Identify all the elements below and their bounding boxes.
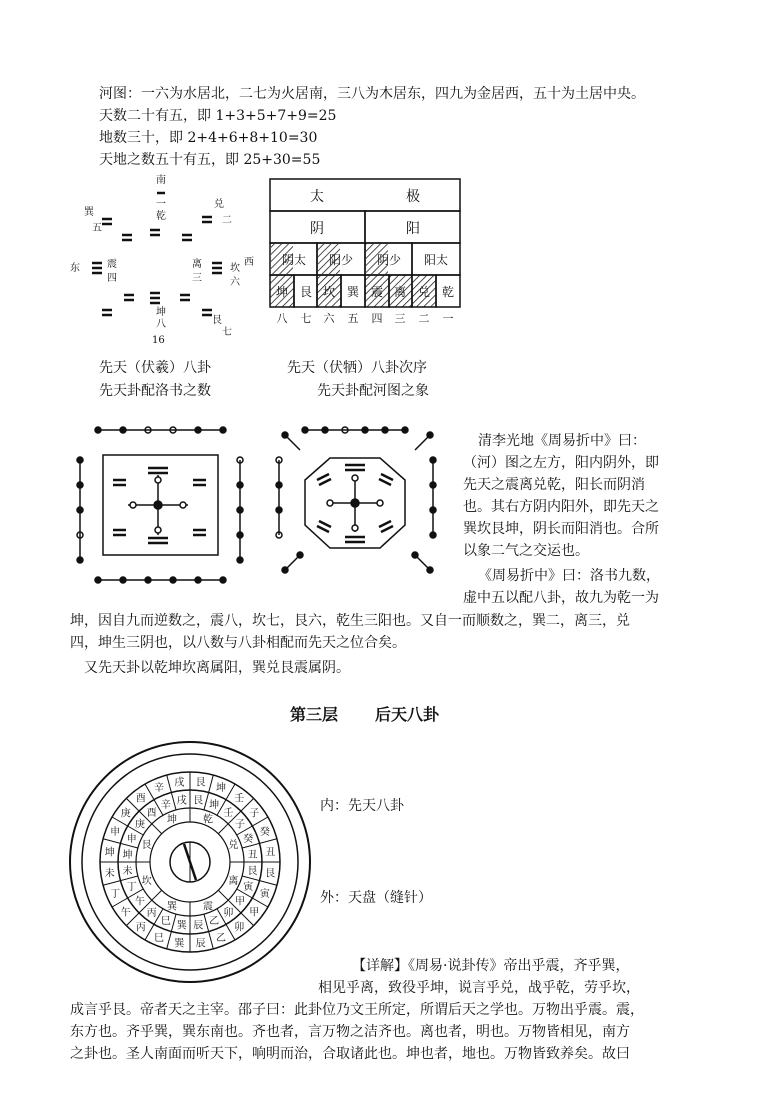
middle-ring-char: 申 — [126, 833, 137, 845]
table-num-6: 六 — [323, 312, 335, 325]
bottom-line-1: 【详解】《周易·说卦传》帝出乎震，齐乎巽， — [352, 958, 630, 974]
label-zhen: 震 — [107, 259, 117, 270]
middle-ring-char: 午 — [135, 896, 146, 908]
inner-ring-char: 巽 — [167, 901, 178, 913]
table-qian: 乾 — [441, 285, 455, 299]
middle-ring-char: 丑 — [247, 849, 258, 861]
outer-ring-char: 子 — [249, 808, 260, 820]
middle-ring-char: 乙 — [209, 916, 220, 928]
outer-ring-divider — [260, 881, 277, 886]
label-1: 一 — [156, 199, 166, 210]
middle-ring-char: 寅 — [243, 882, 254, 894]
commentary-line-5: 巽坎艮坤，阴长而阳消也。合所 — [463, 521, 659, 537]
table-num-2: 二 — [418, 312, 430, 325]
table-dui: 兑 — [417, 285, 431, 299]
intro-line-4: 天地之数五十有五，即 25+30=55 — [99, 152, 321, 168]
hetu-dotted-square — [68, 420, 253, 590]
table-zhen: 震 — [370, 285, 384, 299]
label-2: 二 — [222, 215, 232, 226]
table-yin: 阴 — [310, 221, 324, 237]
label-3: 三 — [192, 273, 202, 284]
table-num-5: 五 — [347, 312, 359, 325]
intro-line-1: 河图：一六为水居北，二七为火居南，三八为木居东，四九为金居西，五十为土居中央。 — [99, 86, 645, 102]
commentary-line-1: 清李光地《周易折中》曰： — [478, 433, 646, 449]
caption-right-2: 先天卦配河图之象 — [317, 383, 429, 399]
middle-ring-char: 巽 — [176, 920, 187, 932]
bottom-line-3: 成言乎艮。帝者天之主宰。邵子曰：此卦位乃文王所定，所谓后天之学也。万物出乎震。震， — [70, 1002, 644, 1018]
middle-ring-char: 坤 — [122, 849, 133, 861]
commentary-full-3: 又先天卦以乾坤坎离属阳，巽兑艮震属阴。 — [84, 660, 350, 676]
label-kan: 坎 — [230, 263, 240, 274]
outer-ring-char: 辛 — [154, 783, 165, 795]
bottom-line-4: 东方也。齐乎巽，巽东南也。齐也者，言万物之洁齐也。离也者，明也。万物皆相见，南方 — [70, 1024, 630, 1040]
middle-ring-char: 丁 — [126, 882, 137, 894]
taiji-table-svg — [269, 178, 461, 328]
label-6: 六 — [230, 277, 240, 288]
circle-labels — [70, 173, 254, 346]
bottom-line-5: 之卦也。圣人南面而听天下，响明而治，合取诸此也。坤也者，地也。万物皆致养矣。故曰 — [70, 1046, 630, 1062]
outer-ring-char: 艮 — [195, 777, 206, 789]
middle-ring-char: 戌 — [176, 795, 187, 807]
label-gen: 艮 — [212, 315, 222, 326]
luoshu-dotted-octagon — [265, 420, 450, 590]
outer-ring-char: 甲 — [249, 907, 260, 919]
section-title: 后天八卦 — [375, 705, 440, 724]
outer-ring-char: 卯 — [234, 922, 245, 934]
label-xun: 巽 — [84, 207, 94, 218]
caption-left-2: 先天卦配洛书之数 — [99, 383, 211, 399]
outer-ring-divider — [103, 881, 120, 886]
label-dui: 兑 — [214, 199, 224, 210]
intro-line-2: 天数二十有五，即 1+3+5+7+9=25 — [99, 108, 337, 124]
inner-ring-char: 震 — [202, 901, 213, 913]
middle-ring-char: 辰 — [193, 920, 204, 932]
commentary-full-1: 坤，因自九而逆数之，震八，坎七，艮六，乾生三阳也。又自一而顺数之，巽二，离三，兑 — [70, 613, 630, 629]
label-8: 八 — [156, 319, 166, 330]
label-5: 五 — [92, 223, 102, 234]
outer-ring-char: 丑 — [265, 847, 276, 859]
outer-ring-char: 申 — [110, 827, 121, 839]
table-num-1: 一 — [442, 312, 454, 325]
table-shaoyin: 阴少 — [376, 253, 402, 267]
intro-line-3: 地数三十，即 2+4+6+8+10=30 — [99, 130, 318, 146]
commentary-line-3: 先天之震离兑乾，阳长而阴消 — [463, 477, 645, 493]
label-west: 西 — [244, 257, 254, 268]
inner-ring-divider — [218, 890, 228, 900]
middle-ring-char: 癸 — [243, 833, 254, 845]
outer-ring-char: 艮 — [265, 868, 276, 880]
table-kun: 坤 — [275, 285, 289, 299]
commentary-line-6: 以象二气之交运也。 — [463, 543, 589, 559]
outer-ring-char: 辰 — [195, 938, 206, 950]
middle-ring-char: 甲 — [234, 896, 245, 908]
middle-ring-char: 艮 — [193, 795, 204, 807]
middle-ring-divider — [204, 914, 209, 931]
label-east: 东 — [70, 263, 80, 274]
fuxi-bagua-circle-figure — [62, 175, 252, 350]
middle-ring-char: 辛 — [160, 799, 171, 811]
outer-ring-char: 巽 — [174, 938, 185, 950]
outer-ring-divider — [167, 775, 172, 792]
commentary-full-2: 四，坤生三阴也，以八数与八卦相配而先天之位合矣。 — [70, 635, 406, 651]
table-taiyin: 阴太 — [281, 253, 307, 267]
outer-ring-char: 寅 — [259, 888, 270, 900]
outer-ring-char: 午 — [120, 907, 131, 919]
taiji-order-table — [269, 178, 461, 332]
caption-left-1: 先天（伏羲）八卦 — [99, 360, 211, 376]
outer-ring-divider — [209, 775, 214, 792]
outer-ring-char: 丁 — [110, 888, 121, 900]
table-shaoyang: 阳少 — [328, 253, 354, 267]
outer-ring-char: 未 — [104, 868, 115, 880]
table-gen: 艮 — [299, 285, 313, 299]
commentary-line-2: （河）图之左方，阳内阴外，即 — [463, 455, 659, 471]
table-kan: 坎 — [322, 285, 336, 299]
label-7: 七 — [222, 327, 232, 338]
inner-ring-char: 艮 — [141, 840, 152, 852]
commentary-line-7: 《周易折中》曰：洛书九数， — [478, 568, 660, 584]
middle-ring-char: 壬 — [223, 808, 234, 820]
table-num-7: 七 — [300, 312, 312, 325]
table-li: 离 — [393, 285, 407, 299]
middle-ring-divider — [171, 792, 176, 809]
table-tai: 太 — [310, 189, 324, 205]
middle-ring-divider — [204, 792, 209, 809]
outer-ring-divider — [167, 932, 172, 949]
middle-ring-char: 艮 — [247, 866, 258, 878]
inner-ring-divider — [152, 824, 162, 834]
middle-ring-char: 巳 — [160, 916, 171, 928]
outer-ring-char: 壬 — [234, 793, 245, 805]
inner-ring-char: 坤 — [167, 814, 178, 826]
middle-ring-char: 丙 — [146, 907, 157, 919]
outer-ring-char: 丙 — [135, 922, 146, 934]
label-qian: 乾 — [156, 211, 166, 222]
outer-ring-divider — [260, 839, 277, 844]
table-yang: 阳 — [406, 221, 420, 237]
label-south: 南 — [156, 175, 166, 186]
middle-ring-char: 子 — [234, 819, 245, 831]
label-kun: 坤 — [156, 307, 166, 318]
section-number: 第三层 — [290, 705, 339, 724]
outer-ring-char: 戌 — [174, 777, 185, 789]
outer-ring-divider — [145, 924, 154, 940]
label-16: 16 — [152, 335, 165, 346]
middle-ring-char: 坤 — [209, 799, 220, 811]
houtian-compass — [66, 738, 314, 986]
outer-ring-divider — [145, 784, 154, 800]
commentary-line-8: 虚中五以配八卦，故九为乾一为 — [463, 590, 659, 606]
table-num-8: 八 — [276, 312, 288, 325]
inner-ring-char: 离 — [228, 875, 239, 887]
inner-ring-char: 兑 — [228, 840, 239, 852]
outer-ring-divider — [103, 839, 120, 844]
table-xun: 巽 — [346, 285, 360, 299]
inner-ring-divider — [218, 824, 228, 834]
middle-ring-char: 酉 — [146, 808, 157, 820]
outer-ring-char: 坤 — [215, 783, 226, 795]
compass-outer-label: 外：天盘（缝针） — [320, 890, 432, 906]
middle-ring-char: 卯 — [223, 907, 234, 919]
commentary-line-4: 也。其右方阴内阳外，即先天之 — [463, 499, 659, 515]
middle-ring-divider — [171, 914, 176, 931]
outer-ring-char: 癸 — [259, 827, 270, 839]
outer-ring-char: 庚 — [120, 808, 131, 820]
label-li: 离 — [192, 259, 202, 270]
table-taiyang: 阳太 — [423, 253, 449, 267]
label-4: 四 — [107, 273, 117, 284]
compass-inner-label: 内：先天八卦 — [320, 798, 404, 814]
outer-ring-char: 巳 — [154, 932, 165, 944]
inner-ring-char: 乾 — [202, 814, 213, 826]
inner-ring-char: 坎 — [141, 875, 152, 887]
table-num-4: 四 — [371, 312, 383, 325]
outer-ring-char: 乙 — [215, 932, 226, 944]
bottom-line-2: 相见乎离，致役乎坤，说言乎兑，战乎乾，劳乎坎， — [318, 980, 640, 996]
middle-ring-char: 未 — [122, 866, 133, 878]
outer-ring-char: 酉 — [135, 793, 146, 805]
outer-ring-divider — [209, 932, 214, 949]
table-num-3: 三 — [394, 312, 406, 325]
caption-right-1: 先天（伏牺）八卦次序 — [287, 360, 427, 376]
outer-ring-char: 坤 — [104, 847, 115, 859]
table-ji: 极 — [406, 189, 420, 205]
inner-ring-divider — [152, 890, 162, 900]
middle-ring-char: 庚 — [135, 819, 146, 831]
